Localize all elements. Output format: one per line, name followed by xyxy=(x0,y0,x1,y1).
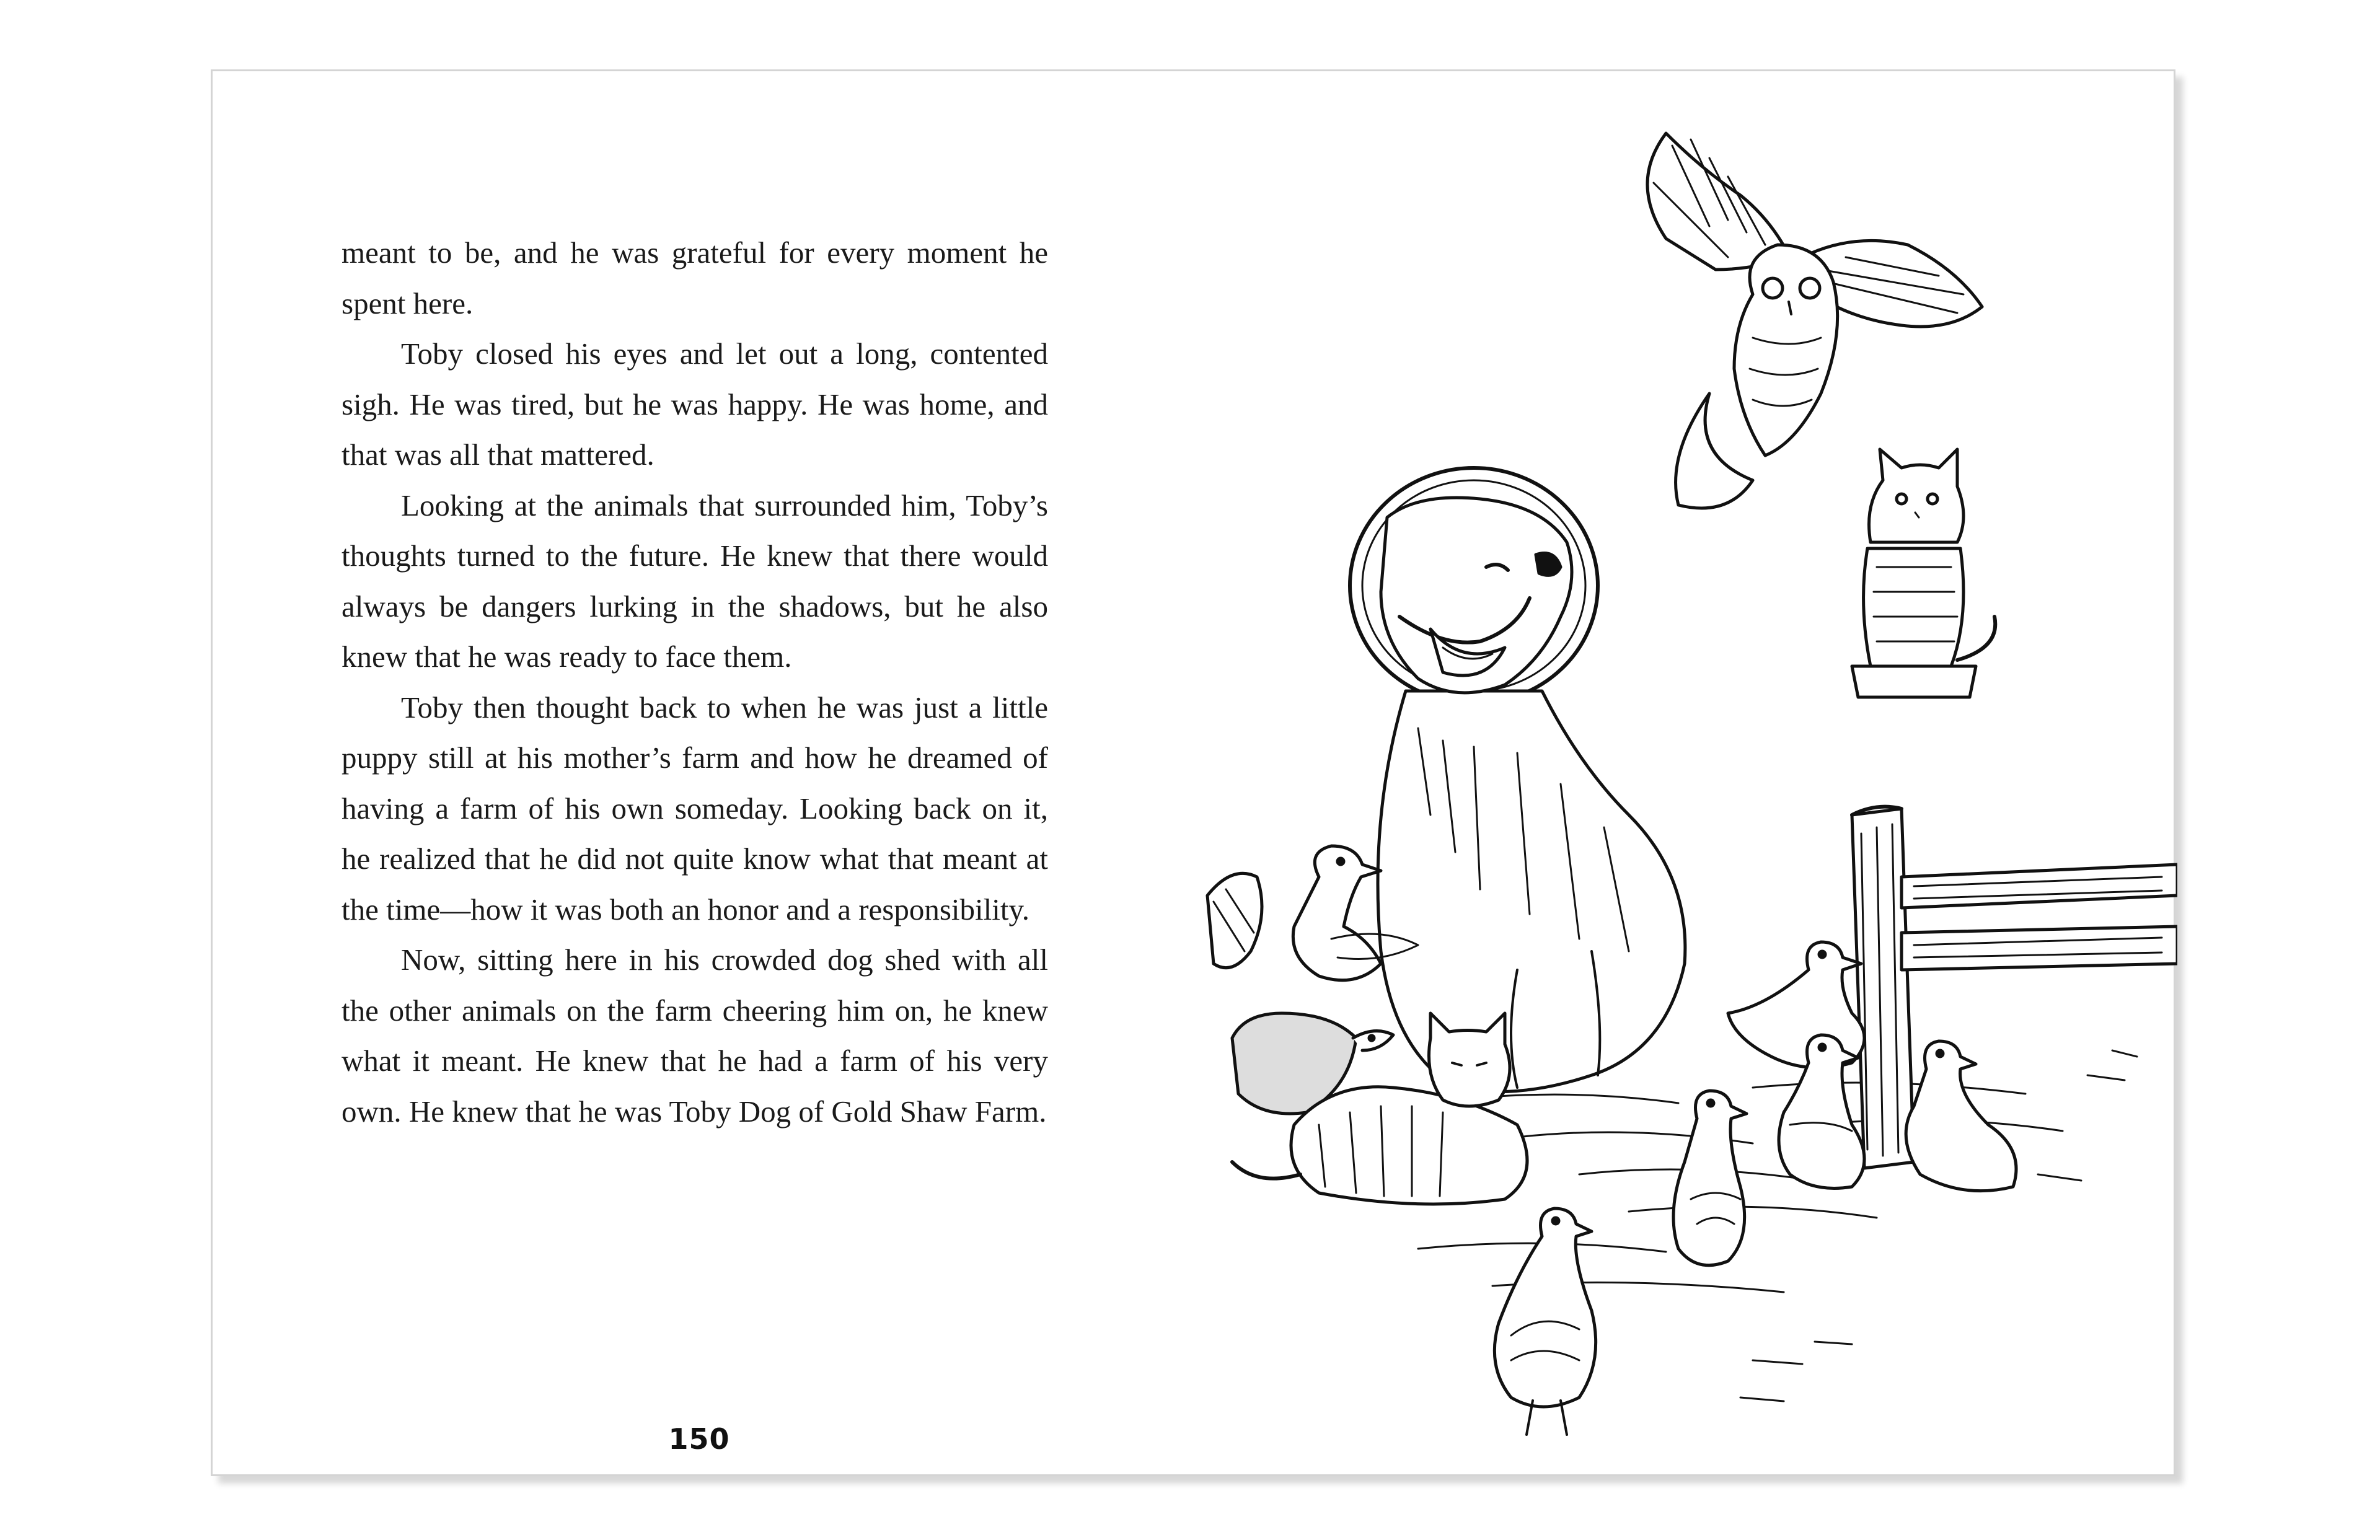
page-number: 150 xyxy=(668,1422,730,1456)
skunk-icon xyxy=(1207,873,1393,1114)
body-text xyxy=(342,227,1048,1137)
duck-icon xyxy=(1673,1091,1747,1265)
paragraph-3: Looking at the animals that surrounded him, Toby’s thoughts turned to the future. He knew that there would always be dangers lurking in the shadows, but he also knew that he was ready to face them. xyxy=(342,488,1048,674)
fence-icon xyxy=(1852,807,2177,1168)
cat-icon xyxy=(1852,449,1995,697)
duck-icon xyxy=(1494,1208,1595,1435)
farm-animals-illustration xyxy=(1195,71,2177,1478)
owl-icon xyxy=(1647,133,1982,508)
paragraph-4: Toby then thought back to when he was just a little puppy still at his mother’s farm and how he dreamed of having a farm of his own someday. Looking back on it, he realized that he did not quite know what that meant at the time—how it was both an honor and a responsibility. xyxy=(342,690,1048,926)
book-spread xyxy=(211,69,2175,1476)
duck-icon xyxy=(1906,1041,2016,1191)
paragraph-2: Toby closed his eyes and let out a long, contented sigh. He was tired, but he was happy. He was home, and that was all that mattered. xyxy=(342,337,1048,472)
dog-icon xyxy=(1350,468,1685,1092)
left-page xyxy=(213,71,1195,1474)
paragraph-5: Now, sitting here in his crowded dog shed with all the other animals on the farm cheering him on, he knew what it meant. He knew that he had a farm of his very own. He knew that he was Toby Dog of Gold Shaw Farm. xyxy=(342,943,1048,1129)
right-page xyxy=(1195,71,2177,1474)
paragraph-1: meant to be, and he was grateful for every moment he spent here. xyxy=(342,235,1048,320)
